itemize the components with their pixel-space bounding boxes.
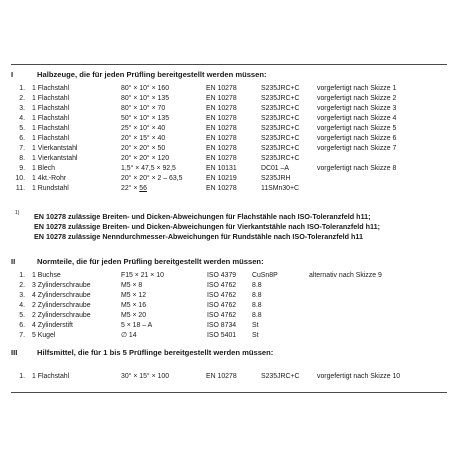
auxiliary-list xyxy=(11,372,451,382)
item-material: S235JRC+C xyxy=(261,85,300,92)
item-material: 8.8 xyxy=(252,312,262,319)
item-note: vorgefertigt nach Skizze 8 xyxy=(317,165,397,172)
section-header xyxy=(11,257,451,271)
item-number: 1. xyxy=(19,85,25,92)
section-normteile xyxy=(11,257,451,339)
item-dimensions-prefix: 22° × xyxy=(121,185,140,192)
item-material: 11SMn30+C xyxy=(261,185,299,192)
item-material: S235JRC+C xyxy=(261,155,300,162)
item-part: 1 Vierkantstahl xyxy=(32,155,78,162)
item-note: vorgefertigt nach Skizze 4 xyxy=(317,115,397,122)
item-dimensions: 20° × 20° × 120 xyxy=(121,155,170,162)
list-item xyxy=(11,164,451,174)
item-part: 1 Rundstahl xyxy=(32,185,69,192)
item-part: 1 Flachstahl xyxy=(32,135,70,142)
item-dimensions: 20° × 20° × 2 – 63,5 xyxy=(121,175,183,182)
list-item xyxy=(11,154,451,164)
parts-list xyxy=(11,271,451,341)
list-item xyxy=(11,271,451,281)
item-number: 7. xyxy=(19,332,25,339)
item-standard: ISO 8734 xyxy=(207,322,237,329)
item-material: S235JRC+C xyxy=(261,135,300,142)
item-number: 2. xyxy=(19,95,25,102)
item-number: 10. xyxy=(15,175,25,182)
item-material: 8.8 xyxy=(252,302,262,309)
list-item xyxy=(11,124,451,134)
section-title: Halbzeuge, die für jeden Prüfling bereitgestellt werden müssen: xyxy=(37,70,267,79)
list-item xyxy=(11,184,451,194)
item-material: S235JRC+C xyxy=(261,125,300,132)
list-item xyxy=(11,301,451,311)
item-material: S235JRH xyxy=(261,175,291,182)
item-dimensions: M5 × 20 xyxy=(121,312,147,319)
item-number: 6. xyxy=(19,322,25,329)
section-title: Normteile, die für jeden Prüfling bereitgestellt werden müssen: xyxy=(37,257,264,266)
item-dimensions: M5 × 12 xyxy=(121,292,147,299)
list-item xyxy=(11,94,451,104)
item-standard: EN 10278 xyxy=(206,85,237,92)
item-part: 1 Flachstahl xyxy=(32,95,70,102)
item-part: 1 Blech xyxy=(32,165,55,172)
section-halbzeuge xyxy=(11,70,451,192)
item-standard: EN 10278 xyxy=(206,125,237,132)
item-standard: EN 10278 xyxy=(206,155,237,162)
item-note: vorgefertigt nach Skizze 2 xyxy=(317,95,397,102)
item-part: 1 Buchse xyxy=(32,272,61,279)
list-item xyxy=(11,331,451,341)
item-dimensions: 80° × 10° × 160 xyxy=(121,85,170,92)
section-title: Hilfsmittel, die für 1 bis 5 Prüflinge bereitgestellt werden müssen: xyxy=(37,348,274,357)
item-note: vorgefertigt nach Skizze 10 xyxy=(317,373,401,380)
item-note: vorgefertigt nach Skizze 1 xyxy=(317,85,397,92)
item-standard: ISO 4762 xyxy=(207,312,237,319)
item-material: 8.8 xyxy=(252,292,262,299)
item-dimensions: F15 × 21 × 10 xyxy=(121,272,164,279)
item-material: S235JRC+C xyxy=(261,115,300,122)
item-number: 3. xyxy=(19,105,25,112)
list-item xyxy=(11,144,451,154)
item-note: vorgefertigt nach Skizze 7 xyxy=(317,145,397,152)
list-item xyxy=(11,174,451,184)
item-part: 1 Vierkantstahl xyxy=(32,145,78,152)
item-standard: ISO 4379 xyxy=(207,272,237,279)
item-material: DC01 –A xyxy=(261,165,289,172)
item-dimensions: 20° × 15° × 40 xyxy=(121,135,166,142)
item-material: CuSn8P xyxy=(252,272,278,279)
item-dimensions: 50° × 10° × 135 xyxy=(121,115,170,122)
item-number: 4. xyxy=(19,302,25,309)
footnote-mark: 1) xyxy=(15,210,20,216)
item-part: 4 Zylinderstift xyxy=(32,322,73,329)
item-part: 2 Zylinderschraube xyxy=(32,302,91,309)
item-dimensions: 1,5° × 47,5 × 92,5 xyxy=(121,165,176,172)
item-note: vorgefertigt nach Skizze 5 xyxy=(317,125,397,132)
item-part: 1 Flachstahl xyxy=(32,373,70,380)
item-part: 2 Zylinderschraube xyxy=(32,312,91,319)
material-list xyxy=(11,84,451,194)
item-material: S235JRC+C xyxy=(261,373,300,380)
item-part: 1 Flachstahl xyxy=(32,85,70,92)
item-standard: EN 10219 xyxy=(206,175,237,182)
list-item xyxy=(11,311,451,321)
item-material: S235JRC+C xyxy=(261,95,300,102)
item-standard: EN 10278 xyxy=(206,95,237,102)
item-material: S235JRC+C xyxy=(261,145,300,152)
list-item xyxy=(11,84,451,94)
list-item xyxy=(11,321,451,331)
section-header xyxy=(11,348,451,362)
item-number: 2. xyxy=(19,282,25,289)
item-material: S235JRC+C xyxy=(261,105,300,112)
list-item xyxy=(11,134,451,144)
item-note: vorgefertigt nach Skizze 6 xyxy=(317,135,397,142)
item-dimensions: 5 × 18 – A xyxy=(121,322,153,329)
item-material: 8.8 xyxy=(252,282,262,289)
item-number: 4. xyxy=(19,115,25,122)
top-rule xyxy=(11,64,447,65)
list-item xyxy=(11,291,451,301)
item-dimensions: 30° × 15° × 100 xyxy=(121,373,170,380)
item-number: 7. xyxy=(19,145,25,152)
item-standard: EN 10131 xyxy=(206,165,237,172)
item-number: 6. xyxy=(19,135,25,142)
item-part: 3 Zylinderschraube xyxy=(32,282,91,289)
item-dimensions: ∅ 14 xyxy=(121,332,137,339)
item-part: 1 Flachstahl xyxy=(32,115,70,122)
item-dimensions: M5 × 8 xyxy=(121,282,143,289)
list-item xyxy=(11,104,451,114)
item-part: 4 Zylinderschraube xyxy=(32,292,91,299)
item-note: vorgefertigt nach Skizze 3 xyxy=(317,105,397,112)
item-number: 5. xyxy=(19,312,25,319)
item-material: St xyxy=(252,332,259,339)
item-dimensions: 20° × 20° × 50 xyxy=(121,145,166,152)
item-number: 8. xyxy=(19,155,25,162)
item-dimensions: 80° × 10° × 135 xyxy=(121,95,170,102)
item-dimensions: M5 × 16 xyxy=(121,302,147,309)
item-dimensions xyxy=(121,184,147,194)
section-hilfsmittel xyxy=(11,348,451,380)
item-number: 1. xyxy=(19,373,25,380)
item-number: 5. xyxy=(19,125,25,132)
item-part: 1 4kt.-Rohr xyxy=(32,175,67,182)
item-part: 1 Flachstahl xyxy=(32,125,70,132)
item-standard: ISO 5401 xyxy=(207,332,237,339)
item-part: 1 Flachstahl xyxy=(32,105,70,112)
section-number: II xyxy=(11,257,16,266)
item-standard: EN 10278 xyxy=(206,185,237,192)
footnote-line: EN 10278 zulässige Breiten- und Dicken-Abweichungen für Vierkantstähle nach ISO-Toleranzfeld h11; xyxy=(34,222,381,231)
item-material: St xyxy=(252,322,259,329)
item-standard: EN 10278 xyxy=(206,145,237,152)
item-note: alternativ nach Skizze 9 xyxy=(309,272,382,279)
footnote-line: EN 10278 zulässige Breiten- und Dicken-Abweichungen für Flachstähle nach ISO-Toleranzfeld h11; xyxy=(34,212,371,221)
item-standard: EN 10278 xyxy=(206,135,237,142)
item-part: 5 Kugel xyxy=(32,332,56,339)
footnote-line: EN 10278 zulässige Nenndurchmesser-Abweichungen für Rundstähle nach ISO-Toleranzfeld h11 xyxy=(34,232,363,241)
section-number: III xyxy=(11,348,18,357)
bottom-rule xyxy=(11,392,447,393)
list-item xyxy=(11,372,451,382)
list-item xyxy=(11,114,451,124)
section-header xyxy=(11,70,451,84)
item-standard: ISO 4762 xyxy=(207,292,237,299)
item-standard: ISO 4762 xyxy=(207,302,237,309)
item-number: 9. xyxy=(19,165,25,172)
item-standard: EN 10278 xyxy=(206,115,237,122)
item-number: 11. xyxy=(15,185,25,192)
item-standard: EN 10278 xyxy=(206,105,237,112)
item-dimensions: 25° × 10° × 40 xyxy=(121,125,166,132)
list-item xyxy=(11,281,451,291)
item-number: 1. xyxy=(19,272,25,279)
item-number: 3. xyxy=(19,292,25,299)
section-number: I xyxy=(11,70,14,79)
item-standard: EN 10278 xyxy=(206,373,237,380)
item-standard: ISO 4762 xyxy=(207,282,237,289)
item-dimensions: 80° × 10° × 70 xyxy=(121,105,166,112)
item-dimensions-length: 56 xyxy=(139,185,147,192)
